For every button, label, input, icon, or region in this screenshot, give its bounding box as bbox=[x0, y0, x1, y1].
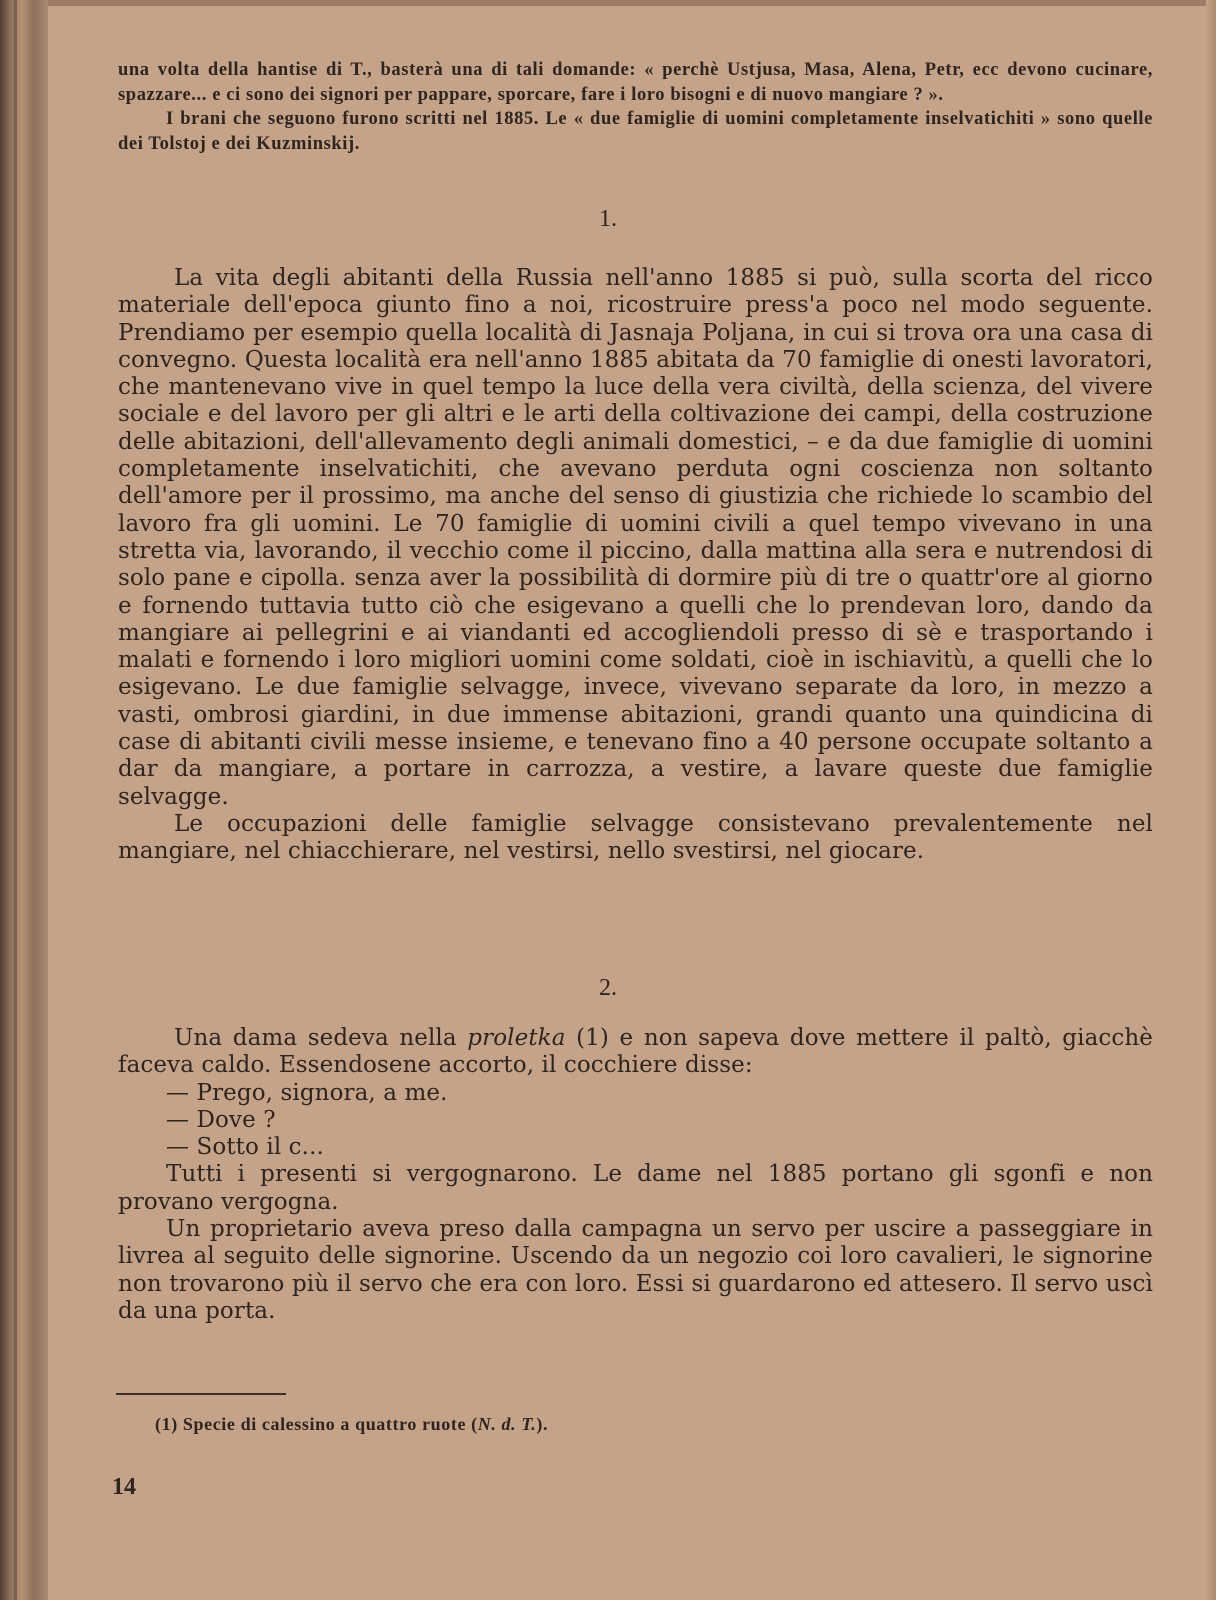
section-2-paragraph-2: Tutti i presenti si vergognarono. Le dame nel 1885 portano gli sgonfi e non provano vergogna. bbox=[118, 1161, 1153, 1215]
dialogue-line-3: — Sotto il c... bbox=[166, 1134, 324, 1161]
footnote-italic: N. d. T. bbox=[477, 1414, 537, 1434]
footnote bbox=[155, 1414, 548, 1435]
page-right-edge bbox=[1206, 0, 1216, 1600]
section-1-paragraph-2: Le occupazioni delle famiglie selvagge consistevano prevalentemente nel mangiare, nel chiacchierare, nel vestirsi, nello svestirsi, nel giocare. bbox=[118, 810, 1153, 865]
section-number-1: 1. bbox=[599, 206, 617, 232]
intro-block bbox=[118, 58, 1153, 156]
proletka-term: proletka bbox=[467, 1025, 566, 1051]
section-2-body bbox=[118, 1025, 1153, 1325]
section-1-paragraph-1: La vita degli abitanti della Russia nell'anno 1885 si può, sulla scorta del ricco materiale dell'epoca giunto fino a noi, ricostruire press'a poco nel modo seguente. Prendiamo per esempio quella località di Jasnaja Poljana, in cui si trova ora una casa di convegno. Questa località era nell'anno 1885 abitata da 70 famiglie di onesti lavoratori, che mantenevano vive in quel tempo la luce della vera civiltà, della scienza, del vivere sociale e del lavoro per gli altri e le arti della coltivazione dei campi, della costruzione delle abitazioni, dell'allevamento degli animali domestici, – e da due famiglie di uomini completamente inselvatichiti, che avevano perduta ogni coscienza non soltanto dell'amore per il prossimo, ma anche del senso di giustizia che richiede lo scambio del lavoro fra gli uomini. Le 70 famiglie di uomini civili a quel tempo vivevano in una stretta via, lavorando, il vecchio come il piccino, dalla mattina alla sera e nutrendosi di solo pane e cipolla. senza aver la possibilità di dormire più di tre o quattr'ore al giorno e fornendo tuttavia tutto ciò che esigevano a quelli che lo prendevan loro, dando da mangiare ai pellegrini e ai viandanti ed accogliendoli presso di sè e trasportando i malati e fornendo i loro migliori uomini come soldati, cioè in ischiavitù, a quelli che lo esigevano. Le due famiglie selvagge, invece, vivevano separate da loro, in mezzo a vasti, ombrosi giardini, in due immense abitazioni, grandi quanto una quindicina di case di abitanti civili messe insieme, e tenevano fino a 40 persone occupate soltanto a dar da mangiare, a portare in carrozza, a vestire, a lavare queste due famiglie selvagge. bbox=[118, 265, 1153, 810]
dialogue-line-1: — Prego, signora, a me. bbox=[166, 1079, 448, 1106]
intro-paragraph-2: I brani che seguono furono scritti nel 1885. Le « due famiglie di uomini completamente inselvatichiti » sono quelle dei Tolstoj e dei Kuzminskij. bbox=[118, 109, 1153, 154]
section-2-paragraph-1-start: Una dama sedeva nella bbox=[174, 1025, 468, 1051]
page-number: 14 bbox=[112, 1474, 136, 1500]
footnote-text-end: ). bbox=[536, 1414, 549, 1434]
footnote-divider bbox=[116, 1393, 286, 1395]
section-2-paragraph-1-end: (1) e non sapeva dove mettere il paltò, giacchè faceva caldo. Essendosene accorto, il cocchiere disse: bbox=[118, 1025, 1153, 1079]
dialogue-line-2: — Dove ? bbox=[166, 1106, 276, 1133]
intro-paragraph-1: una volta della hantise di T., basterà una di tali domande: « perchè Ustjusa, Masa, Alena, Petr, ecc devono cucinare, spazzare... e ci sono dei signori per pappare, sporcare, fare i loro bisogni e di nuovo mangiare ? ». bbox=[118, 60, 1153, 105]
section-2-paragraph-1 bbox=[118, 1025, 1153, 1080]
section-2-paragraph-3: Un proprietario aveva preso dalla campagna un servo per uscire a passeggiare in livrea al seguito delle signorine. Uscendo da un negozio coi loro cavalieri, le signorine non trovarono più il servo che era con loro. Essi si guardarono ed attesero. Il servo uscì da una porta. bbox=[118, 1216, 1153, 1324]
book-spine bbox=[0, 0, 48, 1600]
section-1-body bbox=[118, 265, 1153, 866]
section-number-2: 2. bbox=[599, 975, 617, 1001]
page-top-edge bbox=[48, 0, 1216, 6]
footnote-text-start: (1) Specie di calessino a quattro ruote ( bbox=[155, 1414, 478, 1434]
